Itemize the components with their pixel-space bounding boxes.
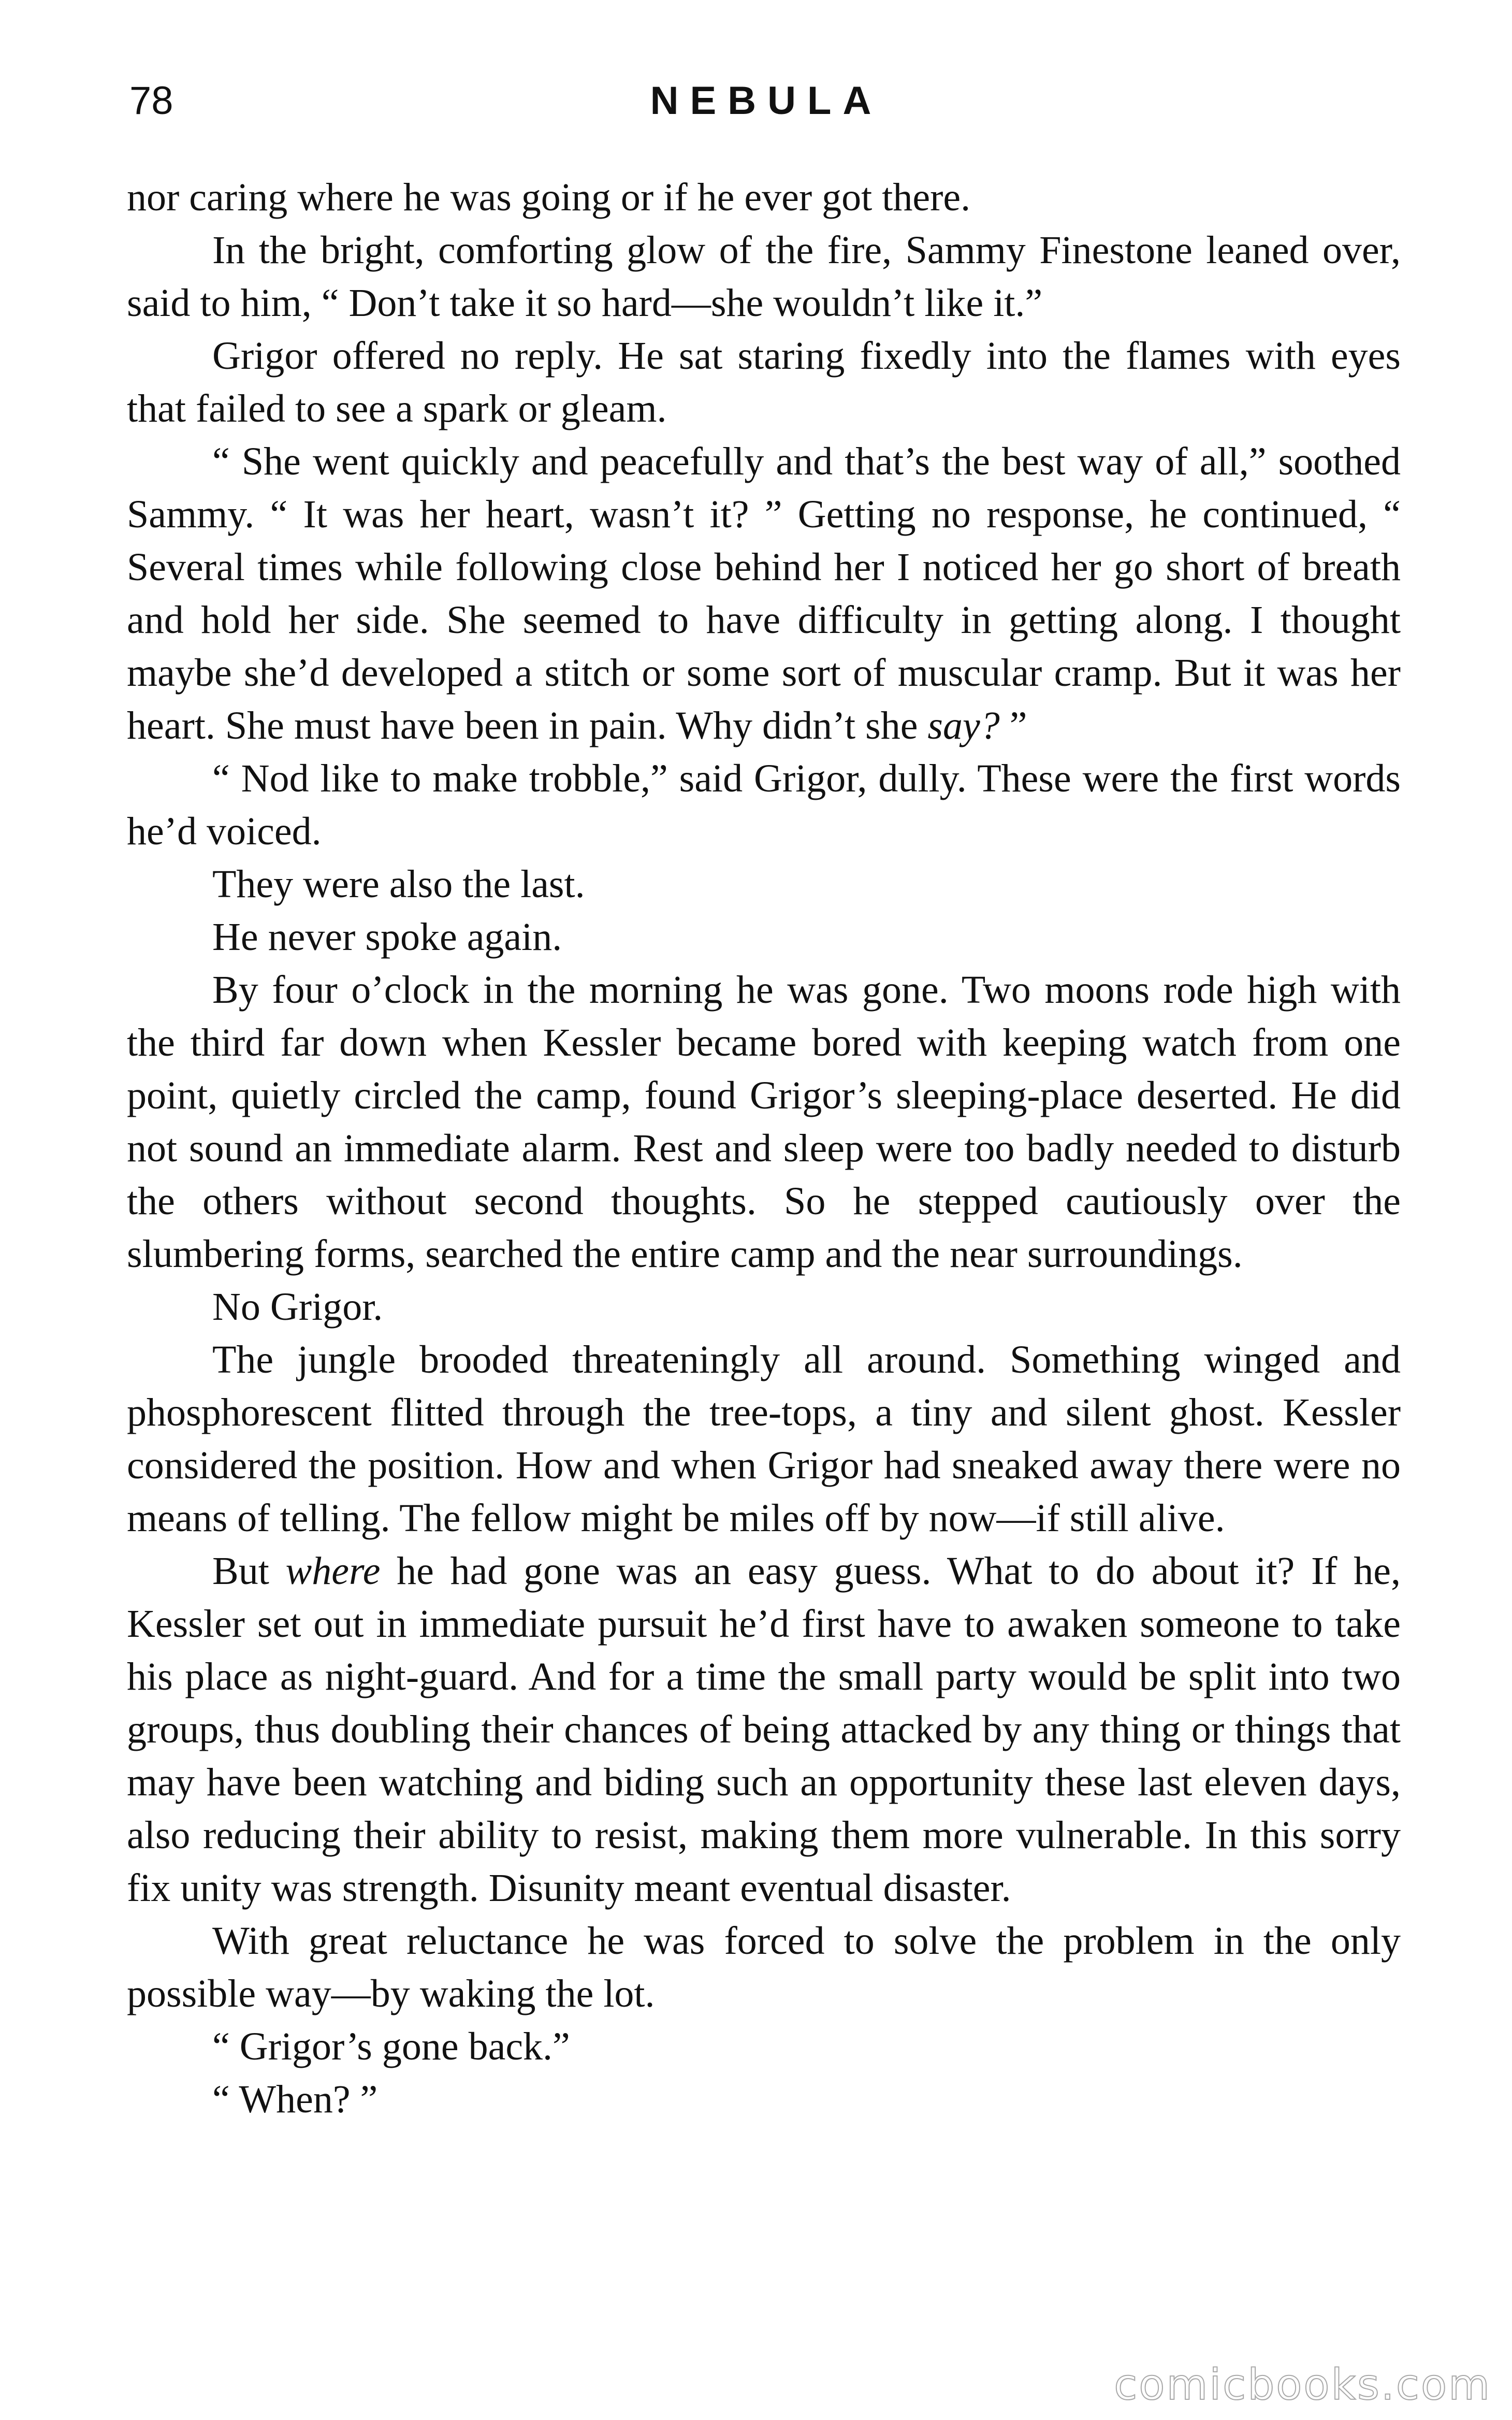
italic-text: where	[285, 1549, 381, 1593]
paragraph: By four o’clock in the morning he was gone. Two moons rode high with the third far down when Kessler became bored with keeping watch from one point, quietly circled the camp, found Grigor’s sleeping-place deserted. He did not sound an immediate alarm. Rest and sleep were too badly needed to disturb the others without second thoughts. So he stepped cautiously over the slumbering forms, searched the entire camp and the near surroundings.	[127, 968, 1401, 1276]
paragraph: The jungle brooded threateningly all around. Something winged and phosphorescent flitted through the tree-tops, a tiny and silent ghost. Kessler considered the position. How and when Grigor had sneaked away there were no means of telling. The fellow might be miles off by now—if still alive.	[127, 1338, 1401, 1540]
italic-text: say?	[927, 704, 1000, 747]
paragraph: They were also the last.	[212, 862, 585, 906]
paragraph: nor caring where he was going or if he ever got there.	[127, 176, 971, 219]
paragraph: No Grigor.	[212, 1285, 383, 1329]
watermark: comicbooks.com	[1114, 2360, 1491, 2410]
page-number: 78	[129, 79, 173, 123]
paragraph: In the bright, comforting glow of the fire, Sammy Finestone leaned over, said to him, “ Don’t take it so hard—she wouldn’t like it.”	[127, 228, 1401, 325]
paragraph: “ Nod like to make trobble,” said Grigor, dully. These were the first words he’d voiced.	[127, 757, 1401, 853]
body-text	[127, 171, 1401, 2126]
paragraph: But where he had gone was an easy guess. What to do about it? If he, Kessler set out in immediate pursuit he’d first have to awaken someone to take his place as night-guard. And for a time the small party would be split into two groups, thus doubling their chances of being attacked by any thing or things that may have been watching and biding such an opportunity these last eleven days, also reducing their ability to resist, making them more vulnerable. In this sorry fix unity was strength. Disunity meant eventual disaster.	[127, 1549, 1401, 1910]
paragraph: “ She went quickly and peacefully and that’s the best way of all,” soothed Sammy. “ It was her heart, wasn’t it? ” Getting no response, he continued, “ Several times while following close behind her I noticed her go short of breath and hold her side. She seemed to have difficulty in getting along. I thought maybe she’d developed a stitch or some sort of muscular cramp. But it was her heart. She must have been in pain. Why didn’t she say? ”	[127, 440, 1401, 747]
paragraph: He never spoke again.	[212, 915, 562, 959]
paragraph: “ When? ”	[212, 2078, 378, 2121]
running-title: NEBULA	[650, 79, 883, 123]
paragraph: “ Grigor’s gone back.”	[212, 2025, 570, 2068]
page-header	[129, 73, 1403, 129]
paragraph: With great reluctance he was forced to solve the problem in the only possible way—by waking the lot.	[127, 1919, 1401, 2015]
paragraph: Grigor offered no reply. He sat staring fixedly into the flames with eyes that failed to see a spark or gleam.	[127, 334, 1401, 430]
